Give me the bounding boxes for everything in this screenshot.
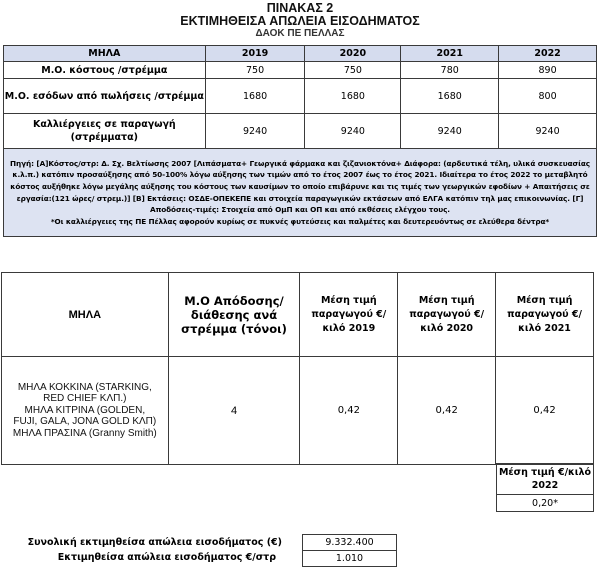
variety-red: ΜΗΛΑ ΚΟΚΚΙΝΑ (STARKING, RED CHIEF ΚΛΠ.) (17, 381, 152, 405)
table-cell: 1680 (305, 79, 401, 114)
variety-green: ΜΗΛΑ ΠΡΑΣΙΝΑ (Granny Smith) (12, 427, 157, 439)
table-row (4, 79, 597, 114)
apple-varieties (2, 357, 169, 465)
yield-price-table (1, 272, 594, 465)
column-header-price-2020: Μέση τιμή παραγωγού €/κιλό 2020 (398, 273, 496, 357)
price-2022-box (496, 463, 594, 512)
table-header-row (4, 46, 597, 62)
table-cell: 890 (499, 62, 597, 79)
column-header-2021: 2021 (401, 46, 499, 62)
row-label-cost: Μ.Ο. κόστους /στρέμμα (4, 62, 206, 79)
table-row (4, 62, 597, 79)
table-row (2, 357, 594, 465)
source-note-text: Πηγή: [Α]Κόστος/στρ: Δ. Σχ. Βελτίωσης 2007 [Λιπάσματα+ Γεωργικά φάρμακα και ζιζανιοκτόνα+ Διάφορα: (αρδευτικά τέλη, υλικά συσκευασίας κ.λ.π.) κατόπιν προσαύξησης από 50-100% λόγω αύξησης των τιμών από το έτος 2007 έως το έτος 2021. Ιδιαίτερα το έτος 2022 το μεταβλητό κόστος αυξήθηκε λόγω μεγάλης αύξησης του κόστους των καυσίμων το οποίο επιβάρυνε και τις τιμές των γεωργικών εφοδίων + Απαιτήσεις σε εργασία:(121 ώρες/ στρεμ.)] [Β] Εκτάσεις: ΟΣΔΕ-ΟΠΕΚΕΠΕ και στοιχεία παραγωγικών εκτάσεων από ΕΛΓΑ κατόπιν τηλ μας επικοινωνίας. [Γ] Αποδόσεις-τιμές: Στοιχεία από ΟμΠ και ΟΠ και από εκθέσεις ελέγχου τους. (10, 158, 590, 215)
table-cell: 1680 (205, 79, 305, 114)
column-header-yield: Μ.Ο Απόδοσης/διάθεσης ανά στρέμμα (τόνοι) (168, 273, 300, 357)
price-2019-value: 0,42 (300, 357, 398, 465)
table-cell: 9240 (305, 114, 401, 149)
table-cell: 780 (401, 62, 499, 79)
column-header-2020: 2020 (305, 46, 401, 62)
column-header-price-2021: Μέση τιμή παραγωγού €/κιλό 2021 (496, 273, 594, 357)
column-header-2022: 2022 (499, 46, 597, 62)
table-cell: 9240 (401, 114, 499, 149)
table-cell: 9240 (205, 114, 305, 149)
row-label-cultivation: Καλλιέργειες σε παραγωγή (στρέμματα) (4, 114, 206, 149)
document-title: ΕΚΤΙΜΗΘΕΙΣΑ ΑΠΩΛΕΙΑ ΕΙΣΟΔΗΜΑΤΟΣ (180, 14, 420, 28)
price-2020-value: 0,42 (398, 357, 496, 465)
price-2022-value: 0,20* (497, 495, 594, 512)
table-cell: 800 (499, 79, 597, 114)
document-subtitle: ΔΑΟΚ ΠΕ ΠΕΛΛΑΣ (255, 28, 345, 39)
column-header-2019: 2019 (205, 46, 305, 62)
total-loss-label: Συνολική εκτιμηθείσα απώλεια εισοδήματος (€) (27, 537, 282, 548)
total-loss-value: 9.332.400 (303, 535, 397, 551)
table-cell: 9240 (499, 114, 597, 149)
column-header-price-2019: Μέση τιμή παραγωγού €/κιλό 2019 (300, 273, 398, 357)
price-2021-value: 0,42 (496, 357, 594, 465)
cost-revenue-table (3, 45, 597, 237)
table-number: ΠΙΝΑΚΑΣ 2 (266, 1, 334, 15)
row-label-revenue: Μ.Ο. εσόδων από πωλήσεις /στρέμμα (4, 79, 206, 114)
table-cell: 750 (305, 62, 401, 79)
summary-box (302, 534, 397, 567)
per-stremma-loss-label: Εκτιμηθείσα απώλεια εισοδήματος €/στρ (57, 552, 276, 563)
column-header-apples: ΜΗΛΑ (4, 46, 206, 62)
table-header-row (2, 273, 594, 357)
table-cell: 1680 (401, 79, 499, 114)
table-row (4, 114, 597, 149)
price-2022-header: Μέση τιμή €/κιλό 2022 (497, 464, 594, 495)
yield-value: 4 (168, 357, 300, 465)
column-header-apples: ΜΗΛΑ (2, 273, 169, 357)
source-note (4, 149, 597, 237)
per-stremma-loss-value: 1.010 (303, 551, 397, 567)
source-note-row (4, 149, 597, 237)
variety-yellow: ΜΗΛΑ ΚΙΤΡΙΝΑ (GOLDEN, FUJI, GALA, JONA GOLD ΚΛΠ) (13, 404, 157, 428)
table-cell: 750 (205, 62, 305, 79)
footnote-text: *Οι καλλιέργειες της ΠΕ Πέλλας αφορούν κυρίως σε πυκνές φυτεύσεις και παλμέτες και δευτερευόντως σε ελεύθερα δέντρα* (50, 216, 550, 226)
